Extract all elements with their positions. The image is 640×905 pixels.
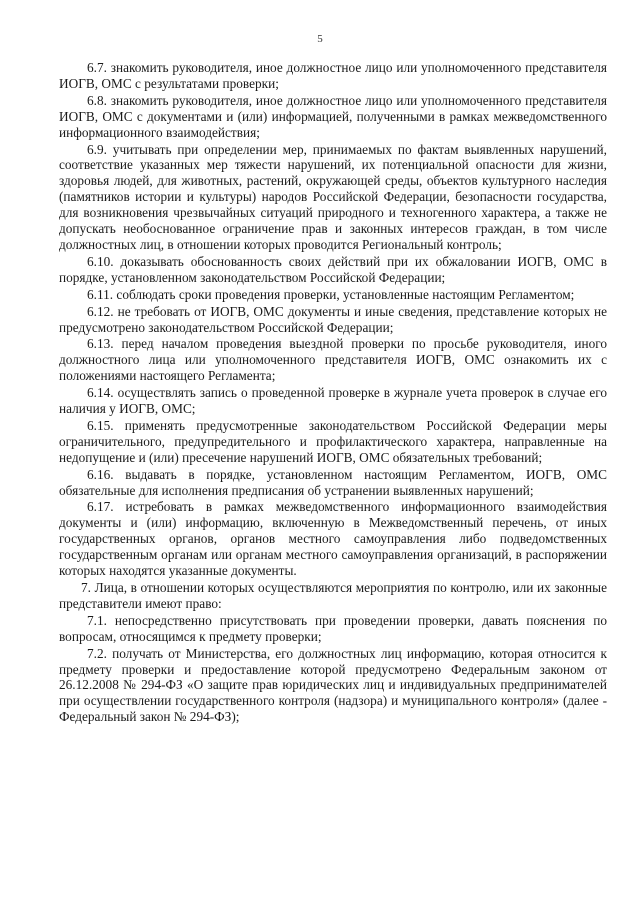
paragraph-6-14: 6.14. осуществлять запись о проведенной проверке в журнале учета проверок в случае его наличия у ИОГВ, ОМС; xyxy=(59,385,607,417)
page-number: 5 xyxy=(317,33,323,45)
paragraph-6-15: 6.15. применять предусмотренные законодательством Российской Федерации меры ограничительного, предупредительного и профилактического характера, направленные на недопущение и (или) пресечение нарушений ИОГВ, ОМС обязательных требований; xyxy=(59,417,607,465)
paragraph-7-2: 7.2. получать от Министерства, его должностных лиц информацию, которая относится к предмету проверки и предоставление которой предусмотрено Федеральным законом от 26.12.2008 № 294-ФЗ «О защите прав юридических лиц и индивидуальных предпринимателей при осуществлении государственного контроля (надзора) и муниципального контроля» (далее - Федеральный закон № 294-ФЗ); xyxy=(59,645,607,725)
paragraph-6-11: 6.11. соблюдать сроки проведения проверки, установленные настоящим Регламентом; xyxy=(87,286,575,302)
paragraph-6-7: 6.7. знакомить руководителя, иное должностное лицо или уполномоченного представителя ИОГВ, ОМС с результатами проверки; xyxy=(59,60,607,91)
paragraph-7: 7. Лица, в отношении которых осуществляются мероприятия по контролю, или их законные представители имеют право: xyxy=(59,580,607,611)
paragraph-6-13: 6.13. перед началом проведения выездной проверки по просьбе руководителя, иного должностного лица или уполномоченного представителя ИОГВ, ОМС ознакомить их с положениями настоящего Регламента; xyxy=(59,336,607,384)
paragraph-6-10: 6.10. доказывать обоснованность своих действий при их обжаловании ИОГВ, ОМС в порядке, установленном законодательством Российской Федерации; xyxy=(59,253,607,285)
paragraph-6-8: 6.8. знакомить руководителя, иное должностное лицо или уполномоченного представителя ИОГВ, ОМС с документами и (или) информацией, полученными в рамках межведомственного информационного взаимодействия; xyxy=(59,92,607,140)
paragraph-7-1: 7.1. непосредственно присутствовать при проведении проверки, давать пояснения по вопросам, относящимся к предмету проверки; xyxy=(59,612,607,644)
paragraph-6-12: 6.12. не требовать от ИОГВ, ОМС документы и иные сведения, представление которых не предусмотрено законодательством Российской Федерации; xyxy=(59,303,607,335)
paragraph-6-16: 6.16. выдавать в порядке, установленном настоящим Регламентом, ИОГВ, ОМС обязательные для исполнения предписания об устранении выявленных нарушений; xyxy=(59,466,607,498)
paragraph-6-17: 6.17. истребовать в рамках межведомственного информационного взаимодействия документы и (или) информацию, включенную в Межведомственный перечень, от иных государственных органов, органов местного самоуправления либо подведомственных государственным органам или органам местного самоуправления организаций, в распоряжении которых находятся указанные документы. xyxy=(59,499,607,579)
document-body xyxy=(59,60,607,726)
paragraph-6-9: 6.9. учитывать при определении мер, принимаемых по фактам выявленных нарушений, соответствие указанных мер тяжести нарушений, их потенциальной опасности для жизни, здоровья людей, для животных, растений, окружающей среды, объектов культурного наследия (памятников истории и культуры) народов Российской Федерации, безопасности государства, для возникновения чрезвычайных ситуаций природного и техногенного характера, а также не допускать необоснованное ограничение прав и законных интересов граждан, в том числе должностных лиц, в отношении которых проводится Региональный контроль; xyxy=(59,141,607,252)
